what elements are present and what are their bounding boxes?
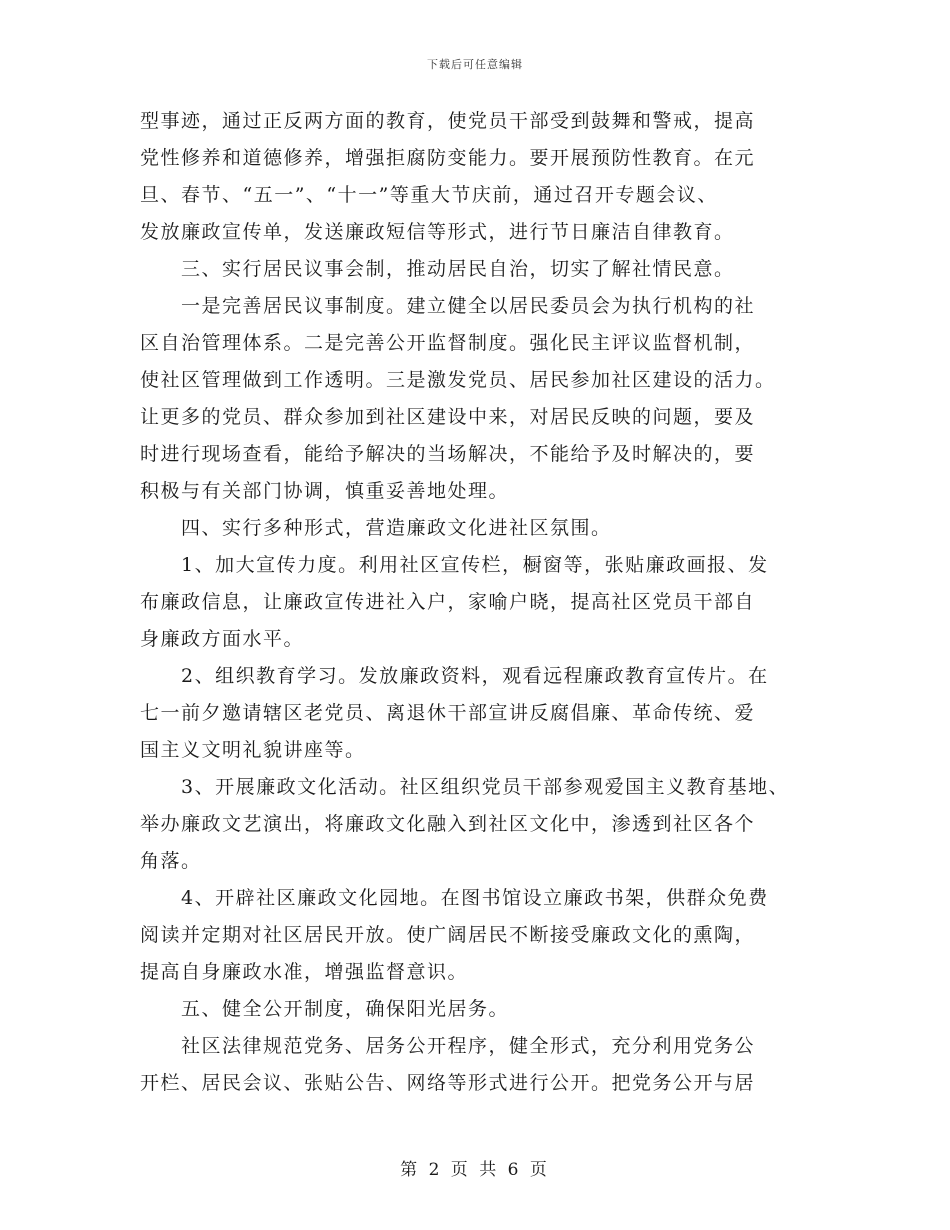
text-line: 一是完善居民议事制度。建立健全以居民委员会为执行机构的社 <box>140 295 756 317</box>
text-line: 阅读并定期对社区居民开放。使广阔居民不断接受廉政文化的熏陶， <box>140 924 756 946</box>
text-line: 旦、春节、“五一”、“十一”等重大节庆前，通过召开专题会议、 <box>140 184 718 206</box>
text-line: 让更多的党员、群众参加到社区建设中来，对居民反映的问题，要及 <box>140 406 756 428</box>
page-header-note: 下载后可任意编辑 <box>427 58 523 71</box>
section-heading: 四、实行多种形式，营造廉政文化进社区氛围。 <box>140 517 612 539</box>
text-line: 社区法律规范党务、居务公开程序，健全形式，充分利用党务公 <box>140 1035 756 1057</box>
page-number: 第 2 页 共 6 页 <box>400 1160 550 1180</box>
text-line: 1、加大宣传力度。利用社区宣传栏，橱窗等，张贴廉政画报、发 <box>140 554 769 576</box>
text-line: 2、组织教育学习。发放廉政资料，观看远程廉政教育宣传片。在 <box>140 665 769 687</box>
text-line: 积极与有关部门协调，慎重妥善地处理。 <box>140 480 510 502</box>
text-line: 发放廉政宣传单，发送廉政短信等形式，进行节日廉洁自律教育。 <box>140 221 735 243</box>
section-heading: 五、健全公开制度，确保阳光居务。 <box>140 998 510 1020</box>
text-line: 使社区管理做到工作透明。三是激发党员、居民参加社区建设的活力。 <box>140 369 776 391</box>
text-line: 七一前夕邀请辖区老党员、离退休干部宣讲反腐倡廉、革命传统、爱 <box>140 702 756 724</box>
section-heading: 三、实行居民议事会制，推动居民自治，切实了解社情民意。 <box>140 258 735 280</box>
text-line: 提高自身廉政水准，增强监督意识。 <box>140 961 469 983</box>
text-line: 举办廉政文艺演出，将廉政文化融入到社区文化中，渗透到社区各个 <box>140 813 756 835</box>
text-line: 3、开展廉政文化活动。社区组织党员干部参观爱国主义教育基地、 <box>140 776 790 798</box>
text-line: 角落。 <box>140 850 202 872</box>
text-line: 4、开辟社区廉政文化园地。在图书馆设立廉政书架，供群众免费 <box>140 887 769 909</box>
text-line: 党性修养和道德修养，增强拒腐防变能力。要开展预防性教育。在元 <box>140 147 756 169</box>
text-line: 时进行现场查看，能给予解决的当场解决，不能给予及时解决的，要 <box>140 443 756 465</box>
text-line: 型事迹，通过正反两方面的教育，使党员干部受到鼓舞和警戒，提高 <box>140 110 756 132</box>
text-line: 身廉政方面水平。 <box>140 628 305 650</box>
text-line: 开栏、居民会议、张贴公告、网络等形式进行公开。把党务公开与居 <box>140 1072 756 1094</box>
document-body <box>140 103 820 1102</box>
text-line: 布廉政信息，让廉政宣传进社入户，家喻户晓，提高社区党员干部自 <box>140 591 756 613</box>
text-line: 国主义文明礼貌讲座等。 <box>140 739 366 761</box>
text-line: 区自治管理体系。二是完善公开监督制度。强化民主评议监督机制， <box>140 332 756 354</box>
